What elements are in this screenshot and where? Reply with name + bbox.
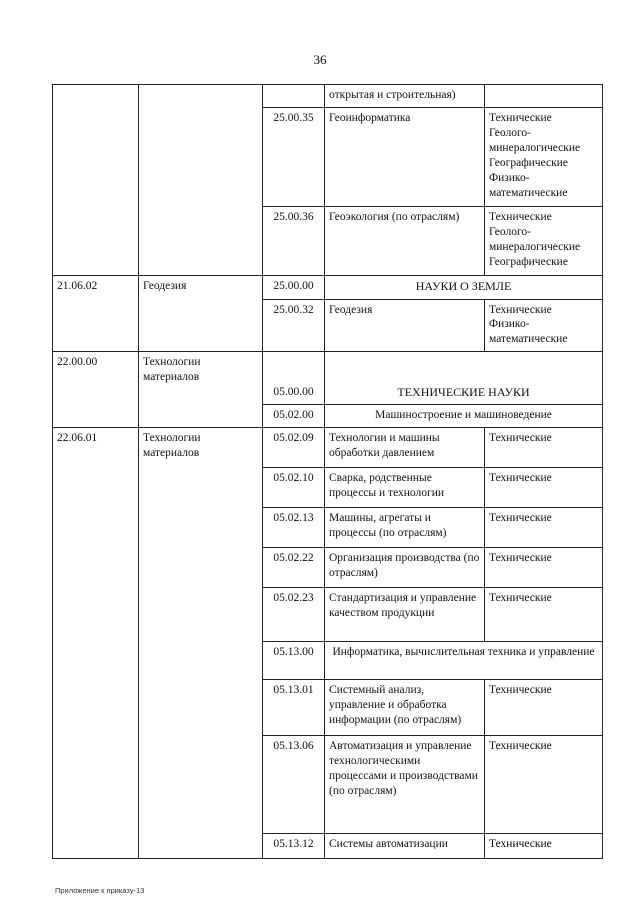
cell-code — [53, 588, 139, 642]
cell-science-branch: Технические — [485, 548, 603, 588]
cell-specialty-code: 05.00.00 — [263, 352, 325, 405]
cell-code: 22.06.01 — [53, 428, 139, 468]
cell-specialty-code: 05.13.12 — [263, 834, 325, 859]
cell-code: 21.06.02 — [53, 275, 139, 299]
cell-specialty-code: 05.02.23 — [263, 588, 325, 642]
cell-code: 22.00.00 — [53, 352, 139, 405]
cell-specialty-code: 25.00.35 — [263, 107, 325, 206]
cell-specialty-name: Системный анализ, управление и обработка информации (по отраслям) — [325, 680, 485, 736]
table-row — [53, 299, 603, 352]
cell-direction — [139, 736, 263, 834]
cell-direction — [139, 680, 263, 736]
branch-line: математические — [489, 333, 568, 346]
cell-code — [53, 680, 139, 736]
table-row — [53, 275, 603, 299]
table-row — [53, 428, 603, 468]
cell-specialty-code: 25.00.00 — [263, 275, 325, 299]
cell-code — [53, 642, 139, 680]
cell-specialty-name: Системы автоматизации — [325, 834, 485, 859]
cell-science-branch: Технические — [485, 468, 603, 508]
cell-code — [53, 206, 139, 275]
cell-science-branch: Технические — [485, 736, 603, 834]
branch-line: минералогические — [489, 240, 581, 253]
cell-specialty-name: Автоматизация и управление технологическими процессами и производствами (по отраслям) — [325, 736, 485, 834]
cell-specialty-code — [263, 85, 325, 108]
footer-note: Приложение к приказу-13 — [55, 886, 145, 895]
table-row — [53, 468, 603, 508]
cell-direction — [139, 206, 263, 275]
cell-specialty-code: 05.02.09 — [263, 428, 325, 468]
cell-direction — [139, 405, 263, 428]
cell-code — [53, 405, 139, 428]
section-header: Машиностроение и машиноведение — [325, 405, 603, 428]
table-row — [53, 107, 603, 206]
branch-line: Геолого- — [489, 225, 531, 238]
cell-code — [53, 107, 139, 206]
cell-direction — [139, 107, 263, 206]
table-row — [53, 680, 603, 736]
cell-specialty-name: Геоэкология (по отраслям) — [325, 206, 485, 275]
cell-code — [53, 508, 139, 548]
page-number: 36 — [313, 52, 327, 67]
branch-line: Географические — [489, 156, 568, 169]
table-row — [53, 736, 603, 834]
cell-direction — [139, 85, 263, 108]
cell-direction — [139, 468, 263, 508]
branch-line: Технические — [489, 303, 552, 316]
cell-code — [53, 736, 139, 834]
branch-line: Технические — [489, 111, 552, 124]
cell-specialty-name: открытая и строительная) — [325, 85, 485, 108]
cell-science-branch — [485, 206, 603, 275]
cell-science-branch — [485, 85, 603, 108]
cell-specialty-code: 05.13.00 — [263, 642, 325, 680]
cell-code — [53, 834, 139, 859]
table-row — [53, 508, 603, 548]
cell-code — [53, 548, 139, 588]
cell-code — [53, 85, 139, 108]
cell-specialty-code: 05.13.01 — [263, 680, 325, 736]
table-row — [53, 206, 603, 275]
branch-line: минералогические — [489, 141, 581, 154]
cell-specialty-name: Геоинформатика — [325, 107, 485, 206]
cell-specialty-code: 05.13.06 — [263, 736, 325, 834]
cell-specialty-code: 25.00.32 — [263, 299, 325, 352]
branch-line: математические — [489, 186, 568, 199]
branch-line: Географические — [489, 255, 568, 268]
table-row — [53, 834, 603, 859]
cell-specialty-name: Стандартизация и управление качеством продукции — [325, 588, 485, 642]
cell-science-branch — [485, 299, 603, 352]
cell-specialty-code: 05.02.00 — [263, 405, 325, 428]
cell-specialty-name: Машины, агрегаты и процессы (по отраслям) — [325, 508, 485, 548]
cell-specialty-code: 05.02.22 — [263, 548, 325, 588]
branch-line: Геолого- — [489, 126, 531, 139]
cell-science-branch: Технические — [485, 588, 603, 642]
cell-science-branch: Технические — [485, 680, 603, 736]
cell-science-branch — [485, 107, 603, 206]
cell-direction: Геодезия — [139, 275, 263, 299]
cell-code — [53, 299, 139, 352]
table-row — [53, 405, 603, 428]
cell-direction — [139, 588, 263, 642]
cell-specialty-code: 25.00.36 — [263, 206, 325, 275]
branch-line: Технические — [489, 210, 552, 223]
table-row — [53, 588, 603, 642]
cell-direction — [139, 299, 263, 352]
cell-specialty-name: Организация производства (по отраслям) — [325, 548, 485, 588]
cell-science-branch: Технические — [485, 834, 603, 859]
cell-specialty-code: 05.02.13 — [263, 508, 325, 548]
table-row — [53, 352, 603, 405]
cell-code — [53, 468, 139, 508]
cell-direction: Технологии материалов — [139, 352, 263, 405]
section-header: ТЕХНИЧЕСКИЕ НАУКИ — [325, 352, 603, 405]
table-row — [53, 642, 603, 680]
cell-direction — [139, 642, 263, 680]
cell-specialty-name: Технологии и машины обработки давлением — [325, 428, 485, 468]
table-row — [53, 85, 603, 108]
cell-specialty-name: Сварка, родственные процессы и технологии — [325, 468, 485, 508]
cell-direction — [139, 508, 263, 548]
cell-specialty-name: Геодезия — [325, 299, 485, 352]
cell-science-branch: Технические — [485, 428, 603, 468]
document-table — [52, 84, 603, 859]
table-row — [53, 548, 603, 588]
section-header: НАУКИ О ЗЕМЛЕ — [325, 275, 603, 299]
branch-line: Физико- — [489, 318, 530, 331]
branch-line: Физико- — [489, 171, 530, 184]
cell-specialty-code: 05.02.10 — [263, 468, 325, 508]
cell-science-branch: Технические — [485, 508, 603, 548]
cell-direction: Технологии материалов — [139, 428, 263, 468]
section-header: Информатика, вычислительная техника и управление — [325, 642, 603, 680]
cell-direction — [139, 834, 263, 859]
cell-direction — [139, 548, 263, 588]
